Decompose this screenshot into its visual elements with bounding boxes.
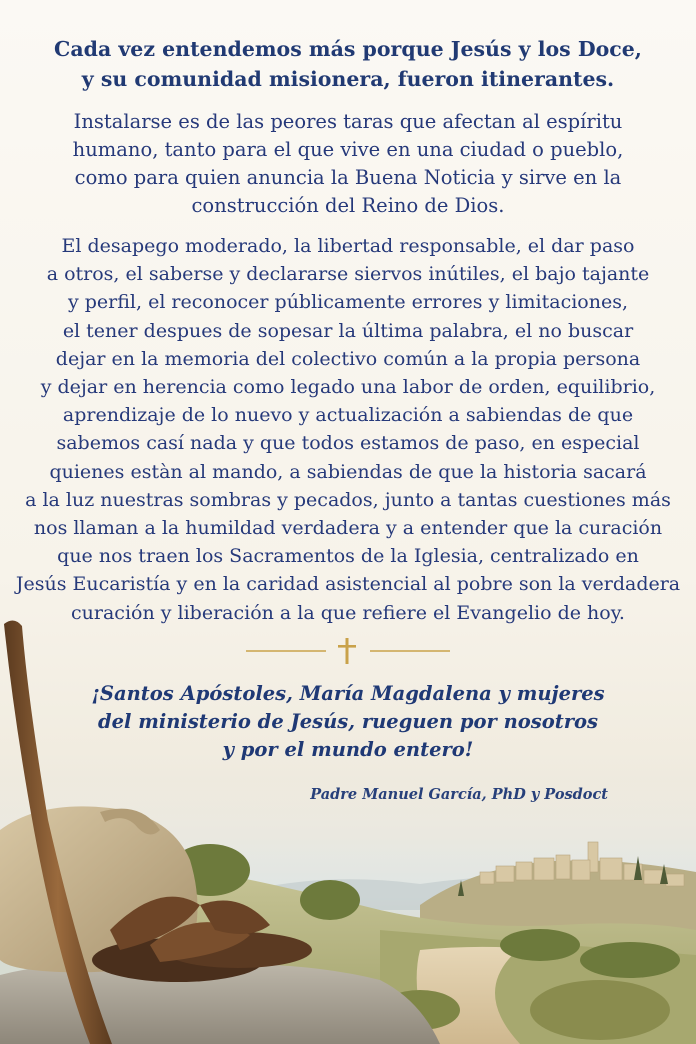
paragraph-line: aprendizaje de lo nuevo y actualización a sabiendas de que	[62, 404, 634, 427]
ornamental-divider	[0, 636, 696, 666]
paragraph-line: construcción del Reino de Dios.	[191, 194, 505, 217]
paragraph-line: curación y liberación a la que refiere el Evangelio de hoy.	[71, 601, 625, 624]
paragraph-line: que nos traen los Sacramentos de la Iglesia, centralizado en	[57, 545, 639, 568]
paragraph-line: quienes estàn al mando, a sabiendas de que la historia sacará	[49, 460, 647, 483]
paragraph-line: el tener despues de sopesar la última palabra, el no buscar	[62, 319, 634, 342]
paragraph-line: a la luz nuestras sombras y pecados, junto a tantas cuestiones más	[25, 488, 671, 511]
paragraph-line: Instalarse es de las peores taras que afectan al espíritu	[73, 110, 623, 133]
paragraph-line: nos llaman a la humildad verdadera y a entender que la curación	[33, 517, 663, 540]
prayer-line: y por el mundo entero!	[222, 738, 474, 761]
paragraph-line: Jesús Eucaristía y en la caridad asistencial al pobre son la verdadera	[15, 573, 681, 596]
prayer-line: ¡Santos Apóstoles, María Magdalena y mujeres	[91, 682, 605, 705]
paragraph-line: humano, tanto para el que vive en una ciudad o pueblo,	[72, 138, 624, 161]
paragraph-line: El desapego moderado, la libertad responsable, el dar paso	[61, 235, 635, 257]
paragraph-line: como para quien anuncia la Buena Noticia y sirve en la	[74, 166, 622, 189]
paragraph-line: y perfil, el reconocer públicamente errores y limitaciones,	[67, 291, 629, 314]
paragraph-line: a otros, el saberse y declararse siervos inútiles, el bajo tajante	[46, 263, 650, 286]
paragraph-line: dejar en la memoria del colectivo común a la propia persona	[55, 347, 641, 370]
prayer-line: del ministerio de Jesús, rueguen por nosotros	[97, 710, 599, 733]
intro-line: Cada vez entendemos más porque Jesús y los Doce,	[54, 37, 642, 61]
paragraph-line: y dejar en herencia como legado una labor de orden, equilibrio,	[40, 376, 656, 399]
intro-line: y su comunidad misionera, fueron itinerantes.	[81, 67, 615, 91]
paragraph-2	[0, 232, 696, 627]
intro-text	[0, 34, 696, 94]
paragraph-1	[0, 108, 696, 220]
paragraph-line: sabemos casí nada y que todos estamos de paso, en especial	[56, 432, 640, 455]
author-signature: Padre Manuel García, PhD y Posdoct	[310, 786, 608, 803]
cross-icon	[338, 638, 356, 664]
prayer-text	[0, 680, 696, 764]
